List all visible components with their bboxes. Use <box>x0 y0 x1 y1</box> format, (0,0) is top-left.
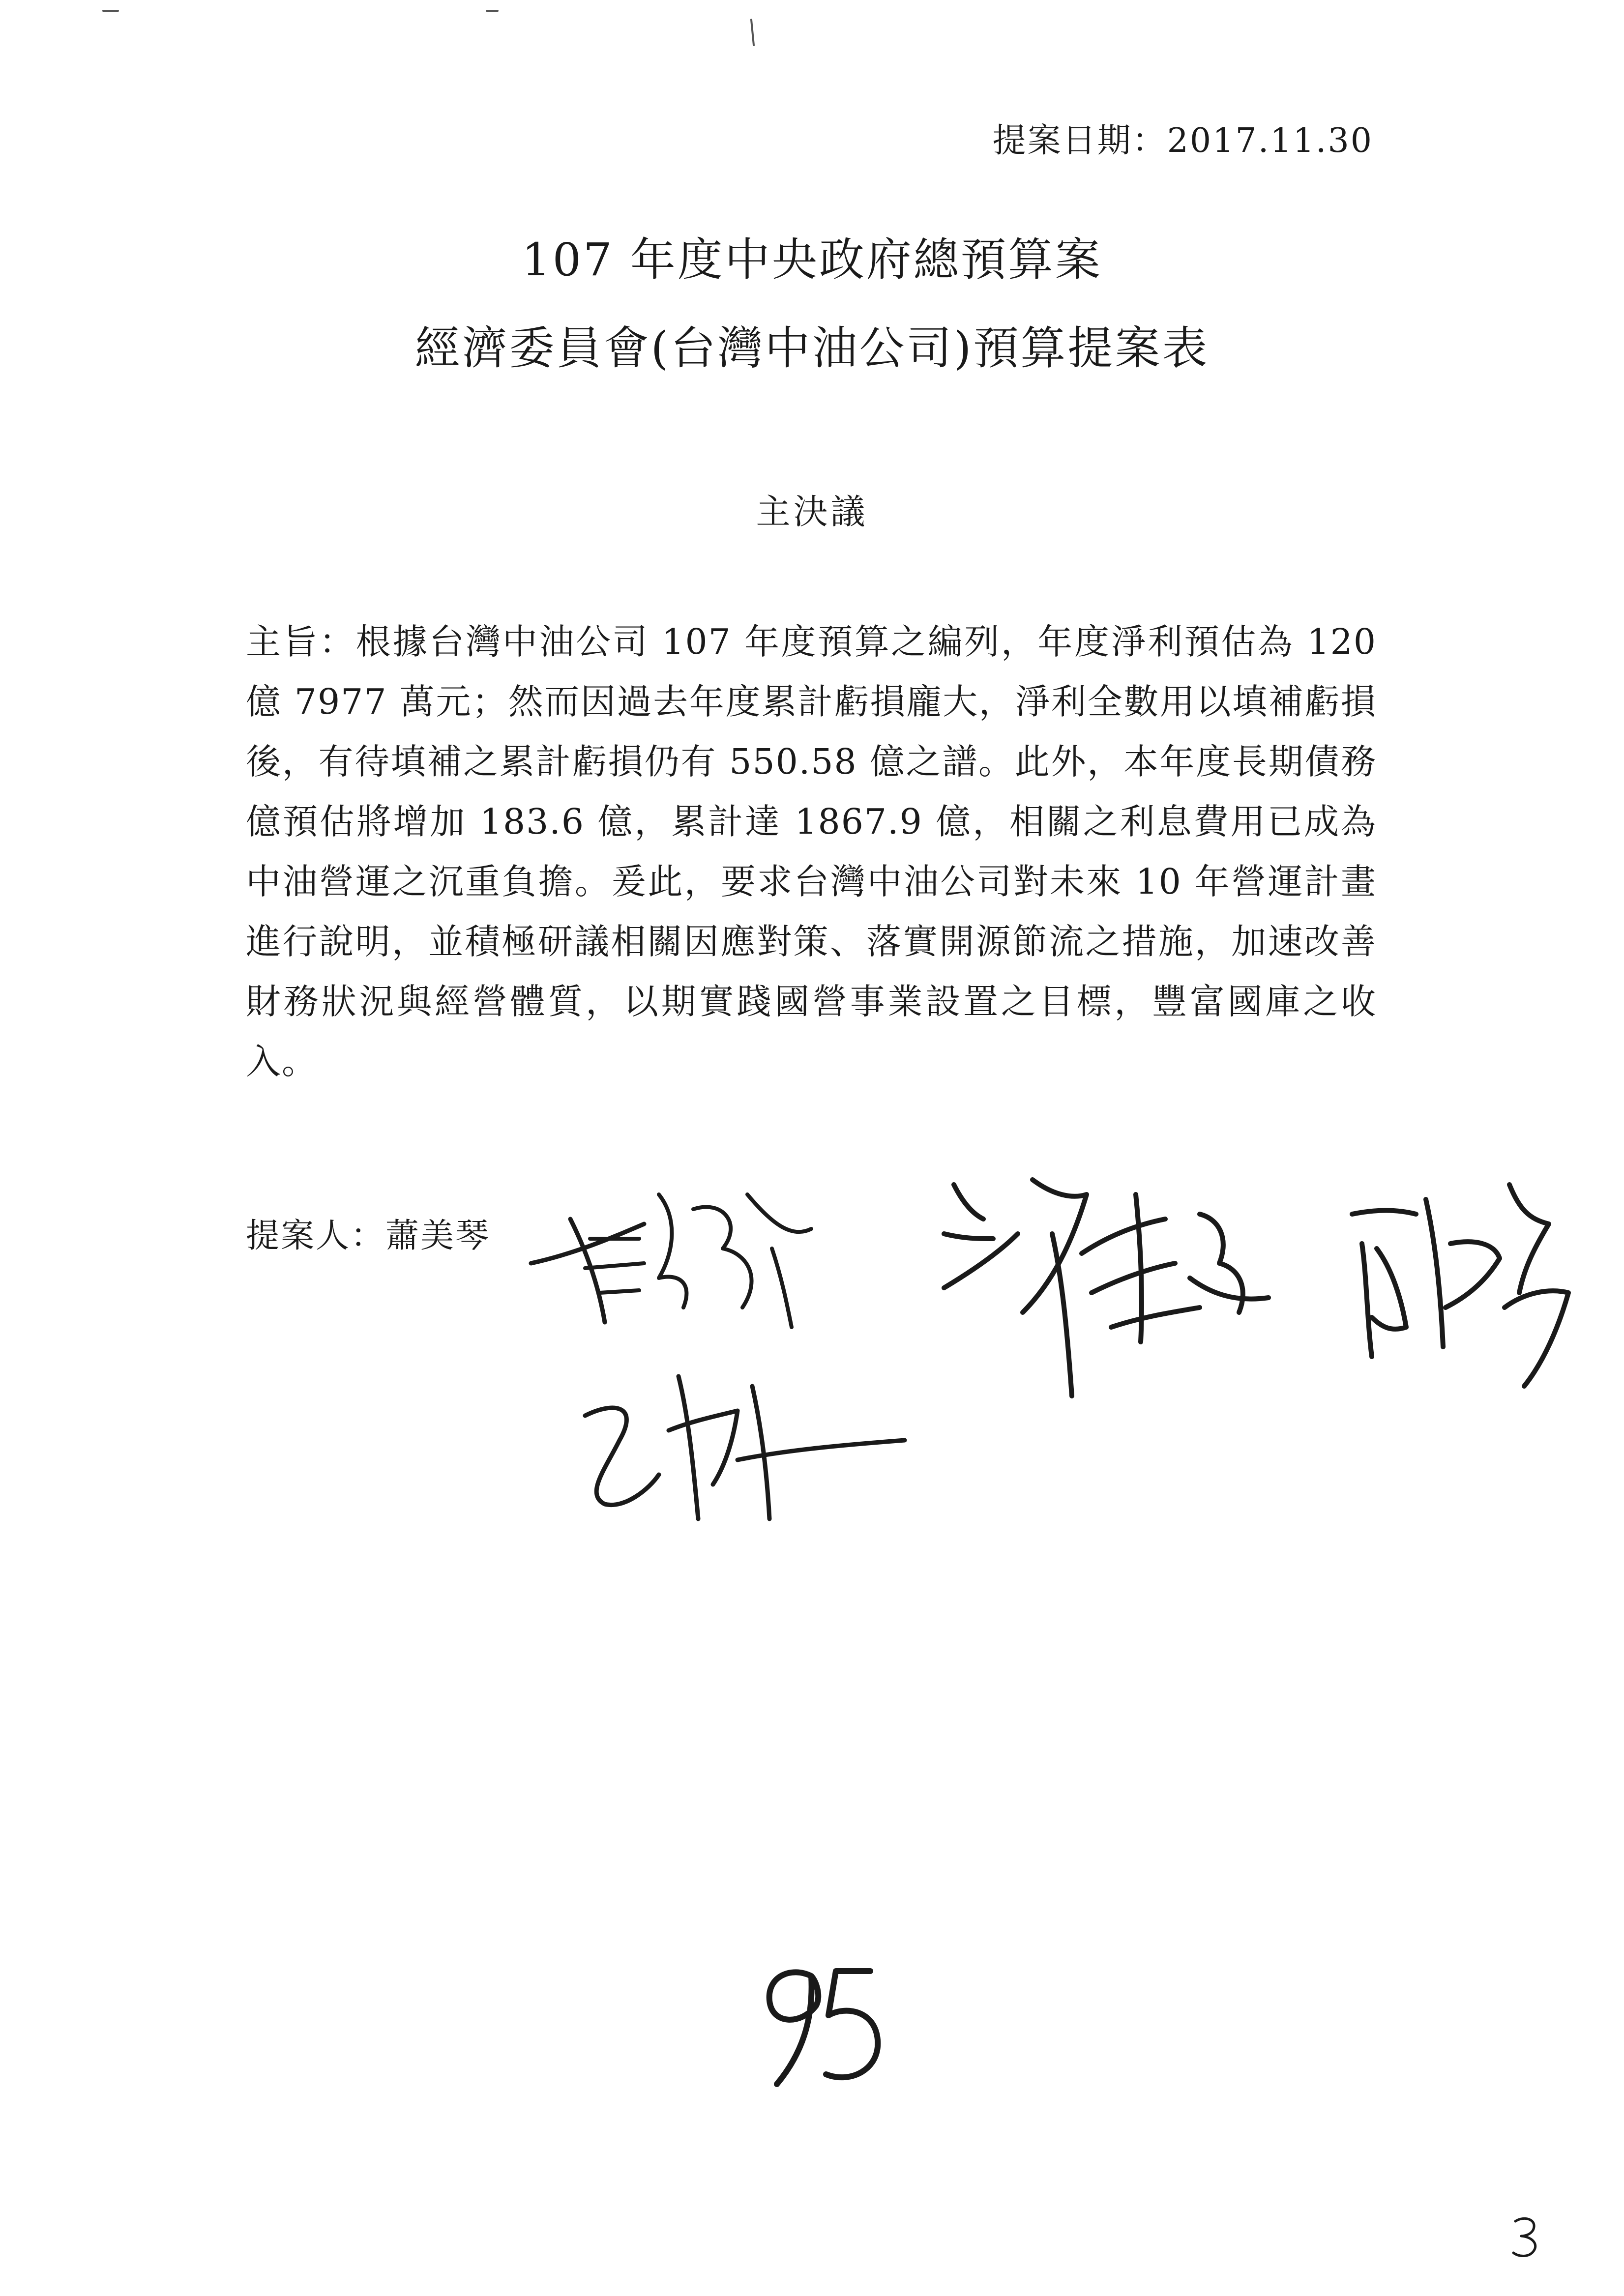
scan-marks <box>0 0 1624 59</box>
handwritten-page-number-drawing <box>747 1951 895 2094</box>
handwritten-page-number <box>747 1951 895 2094</box>
proposer-label: 提案人：蕭美琴 <box>246 1217 491 1255</box>
signature-1 <box>516 1165 811 1342</box>
signature-2 <box>575 1357 910 1543</box>
document-title-line-2: 經濟委員會(台灣中油公司)預算提案表 <box>414 322 1210 375</box>
section-heading: 主決議 <box>756 492 868 532</box>
document-title-line-1: 107 年度中央政府總預算案 <box>522 233 1102 286</box>
handwritten-corner-number <box>1509 2214 1544 2259</box>
proposal-date: 提案日期：2017.11.30 <box>992 121 1373 160</box>
proposal-body-text: 主旨：根據台灣中油公司 107 年度預算之編列，年度淨利預估為 120 億 7977 萬元；然而因過去年度累計虧損龐大，淨利全數用以填補虧損後，有待填補之累計虧損仍有 550.58 億之譜。此外，本年度長期債務億預估將增加 183.6 億，累計達 1867.9 億，相關之利息費用已成為中油營運之沉重負擔。爰此，要求台灣中油公司對未來 10 年營運計畫進行說明，並積極研議相關因應對策、落實開源節流之措施，加速改善財務狀況與經營體質，以期實踐國營事業設置之目標，豐富國庫之收入。 <box>246 621 1377 1082</box>
signature-3 <box>924 1165 1278 1430</box>
handwritten-corner-number-drawing <box>1509 2214 1544 2259</box>
signature-4 <box>1337 1170 1573 1396</box>
